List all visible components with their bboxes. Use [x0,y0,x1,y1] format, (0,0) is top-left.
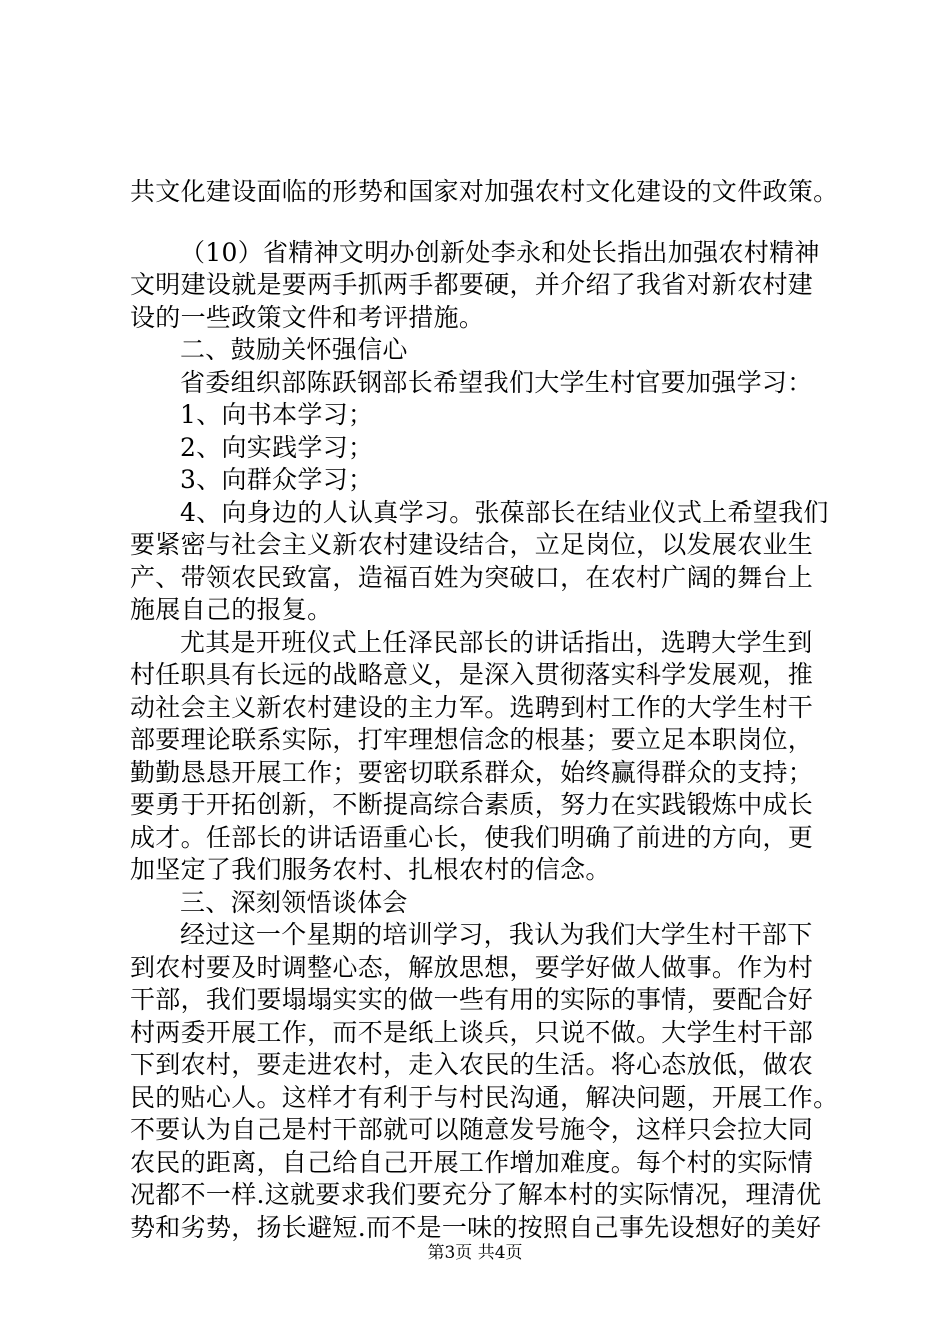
page-number: 第3页 共4页 [427,1243,523,1263]
text-line: 省委组织部陈跃钢部长希望我们大学生村官要加强学习： [180,367,813,397]
text-line: 勤勤恳恳开展工作；要密切联系群众，始终赢得群众的支持； [130,757,814,787]
section-heading: 二、鼓励关怀强信心 [180,335,408,364]
list-item: 3、向群众学习； [180,465,374,494]
text-line: 部要理论联系实际，打牢理想信念的根基；要立足本职岗位， [130,725,814,754]
body-text [130,176,852,1244]
text-line: 干部，我们要塌塌实实的做一些有用的实际的事情，要配合好 [130,985,814,1014]
text-line: 下到农村，要走进农村，走入农民的生活。将心态放低，做农 [130,1050,814,1079]
text-line: 产、带领农民致富，造福百姓为突破口，在农村广阔的舞台上 [130,562,814,592]
paragraph-gap [130,209,852,237]
text-line: 动社会主义新农村建设的主力军。选聘到村工作的大学生村干 [130,692,814,722]
text-line: （10）省精神文明办创新处李永和处长指出加强农村精神 [180,237,820,267]
text-line: 设的一些政策文件和考评措施。 [130,302,485,332]
text-line: 村两委开展工作，而不是纸上谈兵，只说不做。大学生村干部 [130,1017,814,1047]
text-line: 到农村要及时调整心态，解放思想，要学好做人做事。作为村 [130,952,814,982]
text-line: 加坚定了我们服务农村、扎根农村的信念。 [130,855,611,884]
text-line: 文明建设就是要两手抓两手都要硬，并介绍了我省对新农村建 [130,270,814,299]
section-heading: 三、深刻领悟谈体会 [180,887,408,917]
text-line: 施展自己的报复。 [130,595,333,624]
text-line: 不要认为自己是村干部就可以随意发号施令，这样只会拉大同 [130,1115,814,1144]
list-item: 2、向实践学习； [180,432,374,462]
text-line: 势和劣势，扬长避短.而不是一味的按照自己事先设想好的美好 [130,1212,822,1242]
text-line: 村任职具有长远的战略意义，是深入贯彻落实科学发展观，推 [130,660,814,689]
text-line: 经过这一个星期的培训学习，我认为我们大学生村干部下 [180,920,813,949]
list-item: 4、向身边的人认真学习。张葆部长在结业仪式上希望我们 [180,497,829,527]
text-line: 民的贴心人。这样才有利于与村民沟通，解决问题，开展工作。 [130,1082,839,1112]
text-line: 成才。任部长的讲话语重心长，使我们明确了前进的方向，更 [130,822,814,852]
list-item: 1、向书本学习； [180,400,374,429]
text-line: 共文化建设面临的形势和国家对加强农村文化建设的文件政策。 [130,177,839,206]
text-line: 尤其是开班仪式上任泽民部长的讲话指出，选聘大学生到 [180,627,813,657]
text-line: 况都不一样.这就要求我们要充分了解本村的实际情况，理清优 [130,1180,822,1209]
text-line: 农民的距离，自己给自己开展工作增加难度。每个村的实际情 [130,1147,814,1177]
text-line: 要紧密与社会主义新农村建设结合，立足岗位，以发展农业生 [130,530,814,559]
text-line: 要勇于开拓创新，不断提高综合素质，努力在实践锻炼中成长 [130,790,814,819]
